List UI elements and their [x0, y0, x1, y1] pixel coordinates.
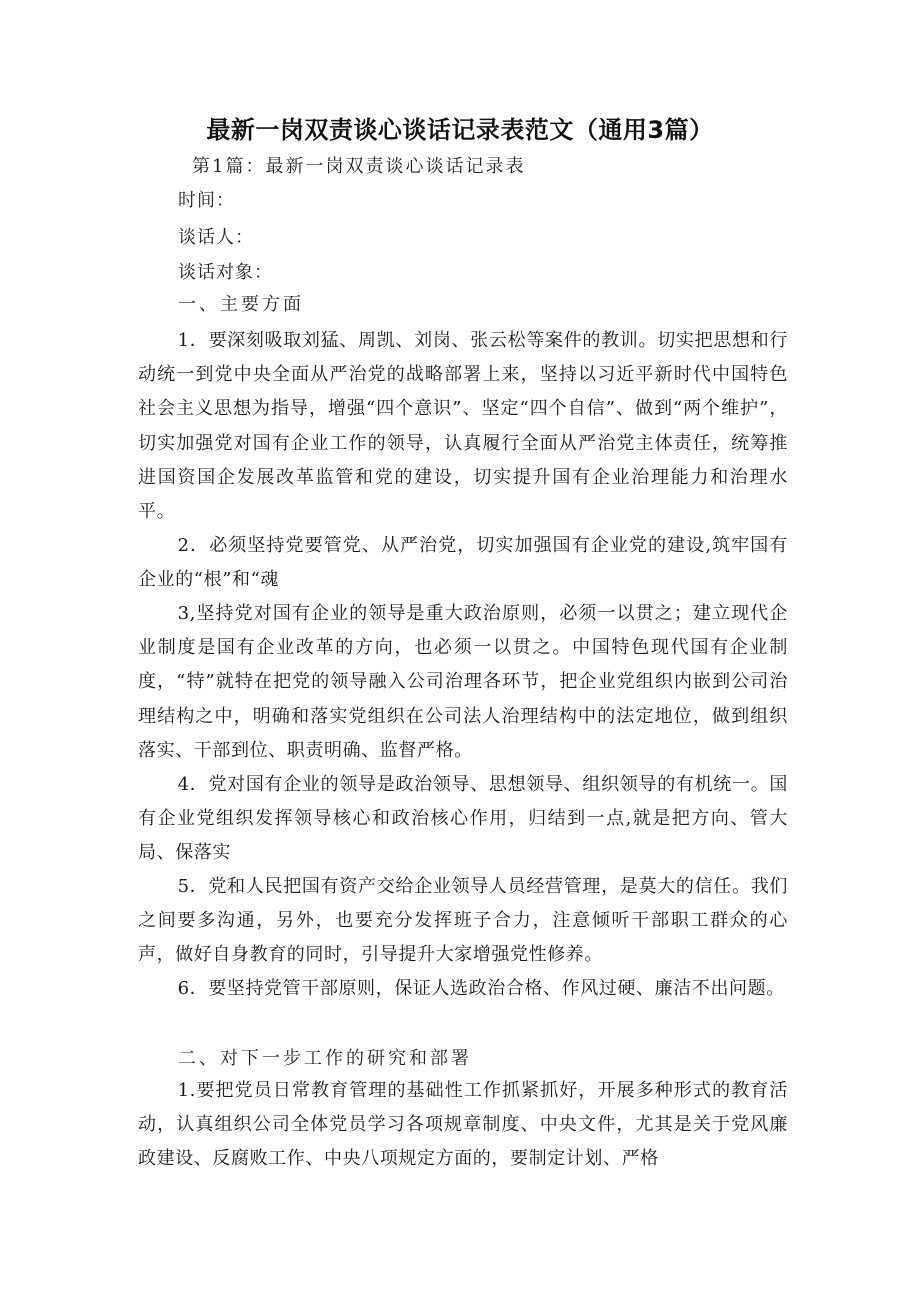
document-title: 最新一岗双责谈心谈话记录表范文（通用3篇）	[206, 116, 714, 144]
field-time: 时间：	[178, 190, 235, 211]
paragraph: 1．要深刻吸取刘猛、周凯、刘岗、张云松等案件的教训。切实把思想和行动统一到党中央全面从严治党的战略部署上来，坚持以习近平新时代中国特色社会主义思想为指导，增强“四个意识”、坚定“四个自信”、做到“两个维护”，切实加强党对国有企业工作的领导，认真履行全面从严治党主体责任，统筹推进国资国企发展改革监管和党的建设，切实提升国有企业治理能力和治理水平。	[138, 330, 788, 523]
section-heading: 二、对下一步工作的研究和部署	[178, 1048, 472, 1069]
paragraph: 1.要把党员日常教育管理的基础性工作抓紧抓好，开展多种形式的教育活动，认真组织公司全体党员学习各项规章制度、中央文件，尤其是关于党风廉政建设、反腐败工作、中央八项规定方面的，要制定计划、严格	[138, 1080, 788, 1170]
field-speaker: 谈话人：	[178, 227, 254, 248]
document-subtitle: 第1篇：最新一岗双责谈心谈话记录表	[192, 156, 526, 177]
paragraph: 6．要坚持党管干部原则，保证人选政治合格、作风过硬、廉洁不出问题。	[177, 978, 785, 999]
paragraph: 4．党对国有企业的领导是政治领导、思想领导、组织领导的有机统一。国有企业党组织发挥领导核心和政治核心作用，归结到一点,就是把方向、管大局、保落实	[138, 774, 788, 864]
paragraph: 3,坚持党对国有企业的领导是重大政治原则，必须一以贯之；建立现代企业制度是国有企业改革的方向，也必须一以贯之。中国特色现代国有企业制度，“特”就特在把党的领导融入公司治理各环节，把企业党组织内嵌到公司治理结构之中，明确和落实党组织在公司法人治理结构中的法定地位，做到组织落实、干部到位、职责明确、监督严格。	[138, 603, 788, 761]
field-target: 谈话对象：	[178, 262, 273, 283]
section-heading: 一、主要方面	[178, 294, 304, 315]
paragraph: 5．党和人民把国有资产交给企业领导人员经营管理，是莫大的信任。我们之间要多沟通，另外，也要充分发挥班子合力，注意倾听干部职工群众的心声，做好自身教育的同时，引导提升大家增强党性修养。	[138, 876, 788, 966]
paragraph: 2．必须坚持党要管党、从严治党，切实加强国有企业党的建设,筑牢国有企业的“根”和“魂	[138, 535, 788, 591]
